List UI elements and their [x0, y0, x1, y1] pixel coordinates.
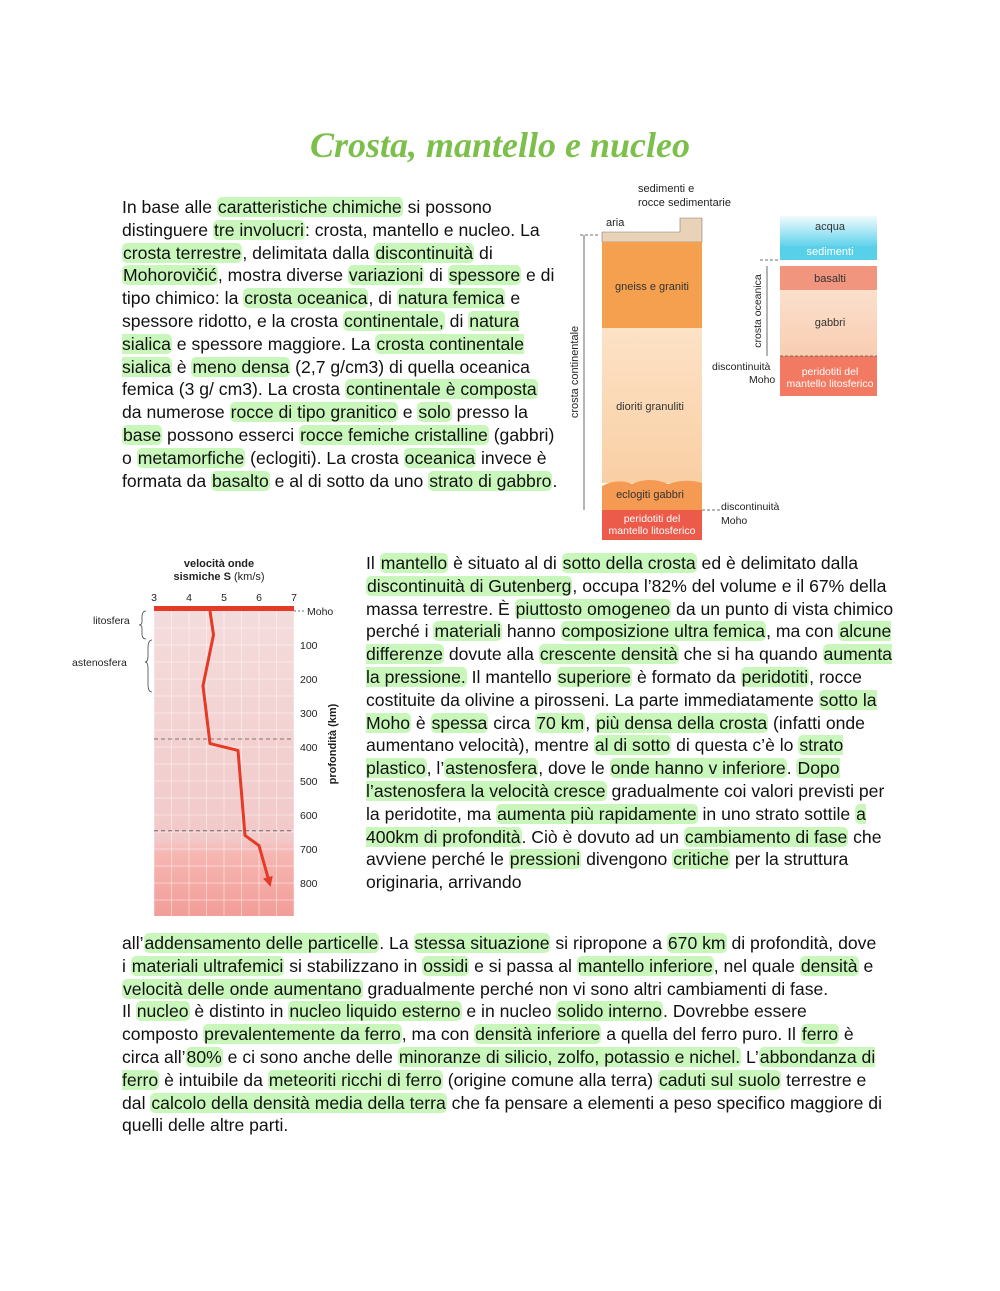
oceanic-layer-label-4: gabbri	[814, 317, 846, 329]
body-text: . Ciò è dovuto ad un	[521, 826, 684, 847]
highlighted-text: continentale,	[344, 310, 444, 331]
body-text: Il mantello	[466, 666, 557, 687]
body-text: è intuibile da	[159, 1069, 268, 1090]
body-text: (gabbri) o	[122, 424, 555, 468]
highlighted-text: velocità delle onde aumentano	[123, 978, 362, 999]
highlighted-text: rocce femiche cristalline	[300, 424, 488, 445]
paragraph-crust	[122, 196, 562, 492]
highlighted-text: aumenta più rapidamente	[497, 803, 697, 824]
highlighted-text: crosta oceanica	[244, 288, 368, 309]
body-text: e ci sono anche delle	[222, 1046, 398, 1067]
highlighted-text: minoranze di silicio, zolfo, potassio e nichel.	[398, 1046, 741, 1067]
highlighted-text: meno densa	[192, 356, 290, 377]
body-text: da numerose	[122, 402, 230, 423]
highlighted-text: natura sialica	[122, 310, 520, 354]
body-text: , l’	[426, 758, 445, 779]
highlighted-text: densità	[800, 955, 858, 976]
body-text: circa	[488, 712, 536, 733]
body-text: , rocce costituite da olivine a pirosseni. La parte immediatamente	[366, 666, 862, 710]
depth-tick-label: 400	[300, 742, 318, 754]
highlighted-text: 670 km	[667, 933, 726, 953]
highlighted-text: crescente densità	[539, 644, 678, 665]
body-text: , di	[368, 288, 397, 309]
highlighted-text: cambiamento di fase	[684, 826, 848, 847]
body-text: L’	[741, 1046, 759, 1067]
body-text: , dove le	[538, 758, 610, 779]
highlighted-text: tre involucri	[213, 219, 304, 240]
body-text: di	[424, 265, 448, 286]
oceanic-layer-label-3: basalti	[814, 273, 846, 285]
highlighted-text: solido interno	[557, 1001, 663, 1022]
paragraph-mantle-core	[122, 932, 882, 1137]
body-text: ,	[585, 712, 595, 733]
seismic-title-unit: (km/s)	[234, 571, 265, 583]
depth-axis-label: profondità (km)	[327, 703, 339, 785]
velocity-tick-label: 3	[151, 592, 157, 604]
body-text: . Dovrebbe essere composto	[122, 1001, 807, 1045]
body-text: (origine comune alla terra)	[442, 1069, 658, 1090]
highlighted-text: mantello	[380, 553, 448, 573]
body-text: In base alle	[122, 197, 217, 217]
body-text: invece è formata da	[122, 447, 547, 491]
body-text: , mostra diverse	[217, 265, 348, 286]
litosfera-label: litosfera	[93, 615, 130, 627]
body-text: e al di sotto da uno	[269, 470, 429, 491]
velocity-tick-label: 6	[256, 592, 262, 604]
body-text: di	[474, 242, 493, 263]
highlighted-text: addensamento delle particelle	[144, 933, 379, 953]
highlighted-text: alcune differenze	[366, 621, 892, 665]
oceanic-axis-label: crosta oceanica	[752, 274, 764, 348]
continental-axis-label: crosta continentale	[569, 325, 581, 419]
body-text: Il	[122, 1001, 136, 1022]
highlighted-text: nucleo	[136, 1001, 189, 1022]
body-text: , ma con	[766, 621, 839, 642]
continental-layer-label-2: dioriti granuliti	[616, 401, 684, 413]
body-text: .	[786, 758, 797, 779]
velocity-tick-label: 5	[221, 592, 227, 604]
highlighted-text: aumenta la pressione.	[366, 644, 893, 687]
body-text: hanno	[501, 621, 561, 642]
highlighted-text: base	[123, 424, 162, 445]
body-text: e	[858, 955, 874, 976]
depth-tick-label: 800	[300, 878, 318, 890]
depth-tick-label: 200	[300, 674, 318, 686]
highlighted-text: natura femica	[397, 288, 505, 309]
sediments-label-1: sedimenti e	[638, 183, 695, 195]
highlighted-text: composizione ultra femica	[561, 621, 766, 642]
highlighted-text: meteoriti ricchi di ferro	[268, 1069, 442, 1090]
body-text: è	[171, 356, 192, 377]
astenosfera-bracket	[145, 640, 152, 692]
highlighted-text: variazioni	[348, 265, 424, 286]
moho-band	[154, 606, 294, 611]
oceanic-moho-label-1: discontinuità	[712, 361, 771, 373]
body-text: all’	[122, 933, 144, 953]
seismic-velocity-figure	[60, 552, 360, 922]
page-title: Crosta, mantello e nucleo	[309, 125, 691, 165]
highlighted-text: materiali	[434, 621, 501, 642]
highlighted-text: oceanica	[404, 447, 476, 468]
highlighted-text: al di sotto	[594, 735, 671, 756]
highlighted-text: 80%	[186, 1046, 222, 1067]
highlighted-text: pressioni	[509, 849, 581, 870]
seismic-title-2-text: sismiche S	[173, 571, 231, 583]
body-text: è formato da	[632, 666, 741, 687]
highlighted-text: solo	[418, 402, 451, 423]
body-text: . La	[379, 933, 414, 953]
highlighted-text: crosta terrestre	[123, 242, 242, 263]
body-text: e di tipo chimico: la	[122, 265, 555, 309]
body-text: , nel quale	[713, 955, 800, 976]
body-text: e	[397, 402, 418, 423]
body-text: e in nucleo	[461, 1001, 557, 1022]
body-text: di	[444, 310, 469, 331]
body-text: che fa pensare a elementi a peso specifico maggiore di quelli delle altre parti.	[122, 1092, 882, 1136]
body-text: e spessore maggiore. La	[171, 333, 376, 354]
highlighted-text: critiche	[673, 849, 729, 870]
depth-tick-label: 100	[300, 640, 318, 652]
highlighted-text: più densa della crosta	[595, 712, 768, 733]
body-text: e spessore ridotto, e la crosta	[122, 288, 521, 331]
highlighted-text: caduti sul suolo	[658, 1069, 781, 1090]
depth-tick-label: 500	[300, 776, 318, 788]
oceanic-layer-label-1: acqua	[815, 221, 845, 233]
body-text: per la struttura originaria, arrivando	[366, 849, 849, 893]
highlighted-text: ferro	[801, 1024, 839, 1045]
body-text: gradualmente coi valori previsti per la peridotite, ma	[366, 780, 885, 824]
body-text: che si ha quando	[678, 644, 823, 665]
body-text: di questa c’è lo	[671, 735, 799, 756]
highlighted-text: basalto	[212, 470, 269, 491]
body-text: e si passa al	[469, 955, 577, 976]
body-text: .	[552, 470, 558, 491]
highlighted-text: continentale è composta	[345, 379, 537, 400]
body-text: presso la	[451, 402, 528, 423]
body-text: che avviene perché le	[366, 826, 882, 870]
body-text: (infatti onde aumentano velocità), mentre	[366, 712, 865, 756]
seismic-title-2	[173, 571, 264, 583]
highlighted-text: 70 km	[536, 712, 585, 733]
body-text: Il	[366, 553, 380, 573]
velocity-tick-label: 4	[186, 592, 192, 604]
highlighted-text: sotto della crosta	[562, 553, 696, 573]
highlighted-text: peridotiti	[741, 666, 809, 687]
highlighted-text: prevalentemente da ferro	[204, 1024, 401, 1045]
litosfera-bracket	[139, 611, 146, 639]
highlighted-text: rocce di tipo granitico	[230, 402, 397, 423]
highlighted-text: materiali ultrafemici	[131, 955, 284, 976]
highlighted-text: spessa	[431, 712, 488, 733]
oceanic-mantle-label-2: mantello litosferico	[786, 378, 874, 390]
body-text: , delimitata dalla	[242, 242, 375, 263]
highlighted-text: strato di gabbro	[429, 470, 552, 491]
highlighted-text: onde hanno v inferiore	[610, 758, 786, 779]
body-text: gradualmente perché non vi sono altri cambiamenti di fase.	[362, 978, 829, 999]
highlighted-text: sotto la Moho	[366, 689, 877, 733]
body-text: , ma con	[401, 1024, 475, 1045]
highlighted-text: mantello inferiore	[577, 955, 713, 976]
highlighted-text: Dopo l’astenosfera la velocità cresce	[366, 758, 840, 801]
seismic-moho-label: Moho	[307, 606, 334, 618]
highlighted-text: astenosfera	[445, 758, 538, 779]
oceanic-layer-label-2: sedimenti	[806, 246, 854, 258]
body-text: si ripropone a	[550, 933, 667, 953]
air-label: aria	[606, 217, 625, 229]
body-text: si stabilizzano in	[284, 955, 423, 976]
oceanic-moho-label-2: Moho	[749, 374, 776, 386]
highlighted-text: spessore	[448, 265, 521, 286]
crust-structure-figure	[560, 180, 900, 545]
body-text: : crosta, mantello e nucleo. La	[304, 219, 540, 240]
highlighted-text: a 400km di profondità	[366, 803, 866, 847]
body-text: ed è delimitato dalla	[696, 553, 859, 573]
body-text: (eclogiti). La crosta	[245, 447, 404, 468]
highlighted-text: densità inferiore	[475, 1024, 601, 1045]
body-text: si possono distinguere	[122, 197, 492, 240]
highlighted-text: superiore	[557, 666, 632, 687]
highlighted-text: nucleo liquido esterno	[289, 1001, 461, 1022]
sediments-label-2: rocce sedimentarie	[638, 197, 731, 209]
depth-tick-label: 300	[300, 708, 318, 720]
highlighted-text: Mohorovičić	[123, 265, 217, 286]
body-text: a quella del ferro puro. Il	[601, 1024, 801, 1045]
astenosfera-label: astenosfera	[72, 657, 127, 669]
highlighted-text: caratteristiche chimiche	[217, 197, 402, 217]
oceanic-mantle-label-1: peridotiti del	[801, 366, 859, 378]
body-text: è	[411, 712, 431, 733]
highlighted-text: ossidi	[423, 955, 469, 976]
body-text: possono esserci	[162, 424, 300, 445]
continental-moho-label-1: discontinuità	[721, 501, 780, 513]
depth-tick-label: 700	[300, 844, 318, 856]
highlighted-text: piuttosto omogeneo	[515, 598, 671, 619]
highlighted-text: calcolo della densità media della terra	[151, 1092, 446, 1113]
continental-layer-label-1: gneiss e graniti	[615, 281, 689, 293]
body-text: dovute alla	[443, 644, 539, 665]
highlighted-text: strato plastico	[366, 735, 844, 779]
body-text: , occupa l’82% del volume e il 67% della massa terrestre. È	[366, 575, 887, 619]
body-text: (2,7 g/cm3) di quella oceanica femica (3 g/ cm3). La crosta	[122, 356, 530, 400]
highlighted-text: stessa situazione	[414, 933, 550, 953]
highlighted-text: crosta continentale sialica	[122, 333, 524, 377]
highlighted-text: discontinuità	[375, 242, 474, 263]
body-text: di profondità, dove i	[122, 933, 877, 976]
body-text: in uno strato sottile	[697, 803, 856, 824]
continental-mantle-label-1: peridotiti del	[623, 513, 681, 525]
depth-tick-label: 600	[300, 810, 318, 822]
continental-mantle-label-2: mantello litosferico	[608, 525, 696, 537]
seismic-title-1: velocità onde	[183, 558, 255, 570]
continental-moho-label-2: Moho	[721, 515, 748, 527]
body-text: divengono	[581, 849, 673, 870]
body-text: è distinto in	[189, 1001, 289, 1022]
highlighted-text: abbondanza di ferro	[122, 1046, 876, 1090]
paragraph-mantle	[366, 552, 896, 894]
body-text: è circa all’	[122, 1024, 854, 1067]
highlighted-text: metamorfiche	[137, 447, 245, 468]
body-text: terrestre e dal	[122, 1069, 867, 1113]
velocity-tick-label: 7	[291, 592, 297, 604]
body-text: da un punto di vista chimico perché i	[366, 598, 894, 642]
highlighted-text: discontinuità di Gutenberg	[367, 575, 572, 596]
continental-layer-label-3: eclogiti gabbri	[616, 489, 684, 501]
body-text: è situato al di	[448, 553, 562, 573]
